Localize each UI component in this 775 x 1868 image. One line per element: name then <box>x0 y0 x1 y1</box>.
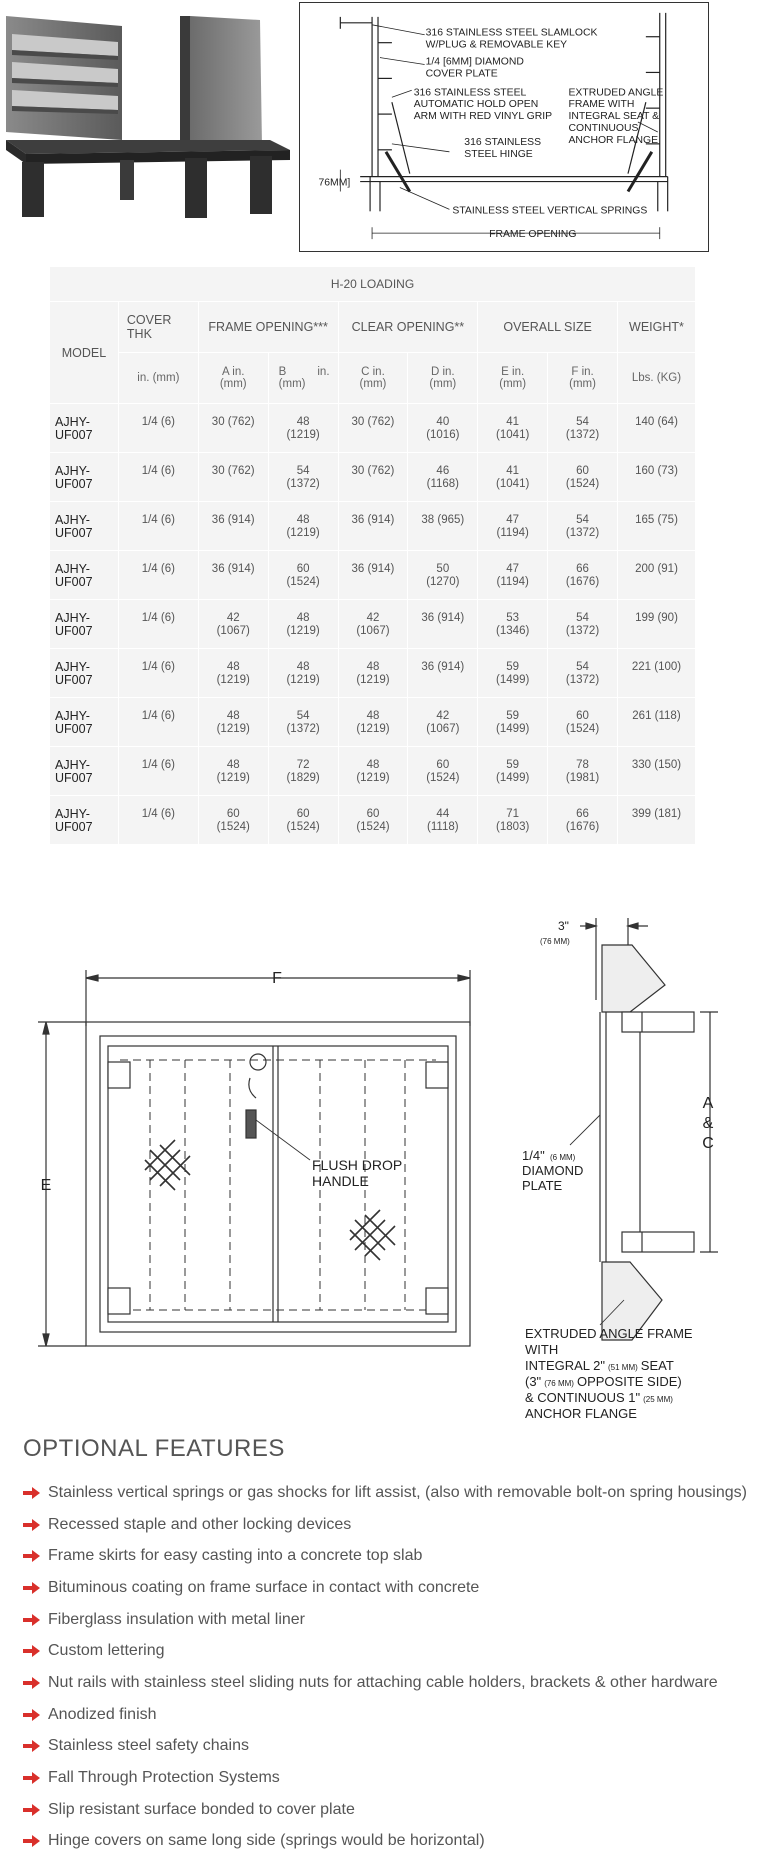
spec-table-body <box>50 404 696 845</box>
table-cell: 1/4 (6) <box>118 404 198 453</box>
feature-text: Stainless steel safety chains <box>48 1737 249 1755</box>
weight-header: WEIGHT* <box>617 302 695 353</box>
feature-item <box>23 1699 763 1731</box>
table-cell: 1/4 (6) <box>118 796 198 845</box>
table-cell: 42 (1067) <box>198 600 268 649</box>
unit-d: D in. (mm) <box>408 353 478 404</box>
table-cell: 48 (1219) <box>198 747 268 796</box>
table-cell: 66 (1676) <box>548 796 618 845</box>
table-cell: 36 (914) <box>198 551 268 600</box>
table-cell: 48 (1219) <box>268 649 338 698</box>
section-diagram <box>299 2 709 252</box>
table-cell: 1/4 (6) <box>118 747 198 796</box>
red-arrow-icon <box>23 1582 40 1594</box>
table-cell: 199 (90) <box>617 600 695 649</box>
loading-header: H-20 LOADING <box>50 267 696 302</box>
table-row <box>50 698 696 747</box>
red-arrow-icon <box>23 1645 40 1657</box>
feature-item <box>23 1826 763 1858</box>
feature-text: Slip resistant surface bonded to cover plate <box>48 1800 355 1818</box>
handle-label-1: FLUSH DROP <box>312 1157 403 1173</box>
label-frame-2: FRAME WITH <box>568 99 635 111</box>
table-cell: 54 (1372) <box>268 698 338 747</box>
table-cell: 36 (914) <box>408 600 478 649</box>
table-cell: 30 (762) <box>338 453 408 502</box>
feature-text: Fiberglass insulation with metal liner <box>48 1610 305 1628</box>
table-cell: 60 (1524) <box>268 551 338 600</box>
feature-item <box>23 1604 763 1636</box>
model-cell: AJHY-UF007 <box>50 698 119 747</box>
optional-features <box>23 1431 763 1857</box>
table-cell: 48 (1219) <box>268 404 338 453</box>
table-cell: 60 (1524) <box>338 796 408 845</box>
red-arrow-icon <box>23 1519 40 1531</box>
table-cell: 1/4 (6) <box>118 502 198 551</box>
table-cell: 261 (118) <box>617 698 695 747</box>
feature-item <box>23 1635 763 1667</box>
table-row <box>50 747 696 796</box>
frame-label-2: WITH <box>525 1342 559 1357</box>
red-arrow-icon <box>23 1487 40 1499</box>
table-cell: 59 (1499) <box>478 747 548 796</box>
feature-item <box>23 1667 763 1699</box>
table-cell: 54 (1372) <box>548 649 618 698</box>
table-cell: 60 (1524) <box>198 796 268 845</box>
table-row <box>50 404 696 453</box>
feature-text: Recessed staple and other locking devices <box>48 1515 352 1533</box>
frame-label-1: EXTRUDED ANGLE FRAME <box>525 1326 693 1341</box>
table-cell: 50 (1270) <box>408 551 478 600</box>
feature-text: Frame skirts for easy casting into a concrete top slab <box>48 1547 423 1565</box>
red-arrow-icon <box>23 1677 40 1689</box>
label-arm-2: AUTOMATIC HOLD OPEN <box>413 99 539 111</box>
model-cell: AJHY-UF007 <box>50 747 119 796</box>
table-cell: 47 (1194) <box>478 551 548 600</box>
clear-opening-header: CLEAR OPENING** <box>338 302 478 353</box>
model-cell: AJHY-UF007 <box>50 600 119 649</box>
table-row <box>50 551 696 600</box>
red-arrow-icon <box>23 1772 40 1784</box>
table-cell: 140 (64) <box>617 404 695 453</box>
model-cell: AJHY-UF007 <box>50 796 119 845</box>
table-cell: 46 (1168) <box>408 453 478 502</box>
unit-a: A in. (mm) <box>198 353 268 404</box>
plate-label-1: 1/4" <box>522 1148 545 1163</box>
feature-text: Stainless vertical springs or gas shocks for lift assist, (also with removable bolt-on spring housings) <box>48 1483 747 1501</box>
unit-b: B in. (mm) <box>268 353 338 404</box>
label-plate-2: COVER PLATE <box>425 68 498 80</box>
label-springs: STAINLESS STEEL VERTICAL SPRINGS <box>452 205 648 217</box>
table-cell: 1/4 (6) <box>118 698 198 747</box>
table-cell: 59 (1499) <box>478 698 548 747</box>
table-cell: 1/4 (6) <box>118 453 198 502</box>
table-cell: 41 (1041) <box>478 453 548 502</box>
table-cell: 36 (914) <box>408 649 478 698</box>
table-cell: 54 (1372) <box>548 600 618 649</box>
features-list <box>23 1477 763 1857</box>
table-cell: 1/4 (6) <box>118 551 198 600</box>
table-cell: 30 (762) <box>198 453 268 502</box>
dim-amp-label: & <box>702 1115 714 1132</box>
features-title: OPTIONAL FEATURES <box>23 1435 285 1462</box>
product-photo <box>0 0 290 230</box>
table-row <box>50 649 696 698</box>
unit-cover: in. (mm) <box>118 353 198 404</box>
plate-label-3: PLATE <box>522 1178 563 1193</box>
feature-text: Custom lettering <box>48 1642 165 1660</box>
table-cell: 47 (1194) <box>478 502 548 551</box>
label-frame-opening: FRAME OPENING <box>489 229 577 241</box>
feature-item <box>23 1540 763 1572</box>
table-cell: 59 (1499) <box>478 649 548 698</box>
red-arrow-icon <box>23 1709 40 1721</box>
feature-text: Hinge covers on same long side (springs would be horizontal) <box>48 1832 485 1850</box>
table-cell: 30 (762) <box>198 404 268 453</box>
table-cell: 48 (1219) <box>268 502 338 551</box>
feature-text: Bituminous coating on frame surface in contact with concrete <box>48 1578 480 1596</box>
table-cell: 54 (1372) <box>548 404 618 453</box>
table-cell: 165 (75) <box>617 502 695 551</box>
frame-label-5: & CONTINUOUS 1" (25 MM) <box>525 1390 673 1405</box>
plate-label-2: DIAMOND <box>522 1163 584 1178</box>
handle-label-2: HANDLE <box>312 1173 369 1189</box>
table-cell: 48 (1219) <box>198 698 268 747</box>
table-row <box>50 796 696 845</box>
label-dim-76mm: 76MM] <box>318 177 351 189</box>
table-cell: 60 (1524) <box>548 698 618 747</box>
table-cell: 42 (1067) <box>338 600 408 649</box>
table-cell: 48 (1219) <box>268 600 338 649</box>
table-cell: 54 (1372) <box>548 502 618 551</box>
table-cell: 38 (965) <box>408 502 478 551</box>
model-cell: AJHY-UF007 <box>50 404 119 453</box>
label-hinge-1: 316 STAINLESS <box>464 136 542 148</box>
table-cell: 36 (914) <box>338 551 408 600</box>
table-cell: 72 (1829) <box>268 747 338 796</box>
feature-item <box>23 1762 763 1794</box>
table-cell: 200 (91) <box>617 551 695 600</box>
red-arrow-icon <box>23 1835 40 1847</box>
table-row <box>50 502 696 551</box>
dim-3-mm: (76 MM) <box>540 937 570 946</box>
label-arm-3: ARM WITH RED VINYL GRIP <box>413 111 553 123</box>
label-frame-4: CONTINUOUS <box>568 122 639 134</box>
table-row <box>50 600 696 649</box>
plan-diagram <box>0 900 775 1420</box>
table-cell: 48 (1219) <box>198 649 268 698</box>
feature-item <box>23 1509 763 1541</box>
table-cell: 30 (762) <box>338 404 408 453</box>
frame-label-4: (3" (76 MM) OPPOSITE SIDE) <box>525 1374 682 1389</box>
table-cell: 48 (1219) <box>338 649 408 698</box>
table-cell: 41 (1041) <box>478 404 548 453</box>
table-cell: 221 (100) <box>617 649 695 698</box>
feature-item <box>23 1731 763 1763</box>
frame-label-3: INTEGRAL 2" (51 MM) SEAT <box>525 1358 674 1373</box>
table-row <box>50 453 696 502</box>
table-cell: 66 (1676) <box>548 551 618 600</box>
red-arrow-icon <box>23 1550 40 1562</box>
frame-opening-header: FRAME OPENING*** <box>198 302 338 353</box>
table-cell: 42 (1067) <box>408 698 478 747</box>
table-cell: 1/4 (6) <box>118 600 198 649</box>
table-cell: 330 (150) <box>617 747 695 796</box>
table-cell: 36 (914) <box>198 502 268 551</box>
dim-a-label: A <box>702 1095 714 1112</box>
table-cell: 40 (1016) <box>408 404 478 453</box>
unit-e: E in. (mm) <box>478 353 548 404</box>
feature-item <box>23 1477 763 1509</box>
dim-f-label: F <box>272 970 282 987</box>
red-arrow-icon <box>23 1804 40 1816</box>
label-slamlock-2: W/PLUG & REMOVABLE KEY <box>425 39 568 51</box>
table-cell: 60 (1524) <box>408 747 478 796</box>
feature-item <box>23 1794 763 1826</box>
label-slamlock-1: 316 STAINLESS STEEL SLAMLOCK <box>425 27 598 39</box>
table-cell: 78 (1981) <box>548 747 618 796</box>
table-cell: 160 (73) <box>617 453 695 502</box>
label-frame-1: EXTRUDED ANGLE <box>568 87 664 99</box>
red-arrow-icon <box>23 1614 40 1626</box>
frame-label-6: ANCHOR FLANGE <box>525 1406 637 1420</box>
table-cell: 53 (1346) <box>478 600 548 649</box>
table-cell: 36 (914) <box>338 502 408 551</box>
table-cell: 399 (181) <box>617 796 695 845</box>
model-cell: AJHY-UF007 <box>50 453 119 502</box>
table-cell: 48 (1219) <box>338 747 408 796</box>
red-arrow-icon <box>23 1740 40 1752</box>
label-frame-3: INTEGRAL SEAT & <box>568 111 660 123</box>
label-arm-1: 316 STAINLESS STEEL <box>413 87 527 99</box>
model-cell: AJHY-UF007 <box>50 551 119 600</box>
dim-c-label: C <box>702 1135 714 1152</box>
table-cell: 1/4 (6) <box>118 649 198 698</box>
spec-table <box>49 266 696 845</box>
table-cell: 60 (1524) <box>268 796 338 845</box>
unit-weight: Lbs. (KG) <box>617 353 695 404</box>
model-header: MODEL <box>50 302 119 404</box>
model-cell: AJHY-UF007 <box>50 502 119 551</box>
dim-3-label: 3" <box>558 919 569 933</box>
unit-f: F in. (mm) <box>548 353 618 404</box>
feature-text: Anodized finish <box>48 1705 157 1723</box>
table-cell: 71 (1803) <box>478 796 548 845</box>
overall-size-header: OVERALL SIZE <box>478 302 618 353</box>
dim-e-label: E <box>40 1177 52 1194</box>
feature-text: Fall Through Protection Systems <box>48 1769 280 1787</box>
label-frame-5: ANCHOR FLANGE <box>568 134 659 146</box>
plate-label-mm: (6 MM) <box>550 1153 576 1162</box>
table-cell: 48 (1219) <box>338 698 408 747</box>
unit-c: C in. (mm) <box>338 353 408 404</box>
feature-text: Nut rails with stainless steel sliding nuts for attaching cable holders, brackets & other hardware <box>48 1673 718 1691</box>
table-cell: 60 (1524) <box>548 453 618 502</box>
model-cell: AJHY-UF007 <box>50 649 119 698</box>
table-cell: 44 (1118) <box>408 796 478 845</box>
cover-thk-header: COVER THK <box>118 302 198 353</box>
label-plate-1: 1/4 [6MM] DIAMOND <box>425 56 524 68</box>
feature-item <box>23 1572 763 1604</box>
table-cell: 54 (1372) <box>268 453 338 502</box>
label-hinge-2: STEEL HINGE <box>464 148 533 160</box>
